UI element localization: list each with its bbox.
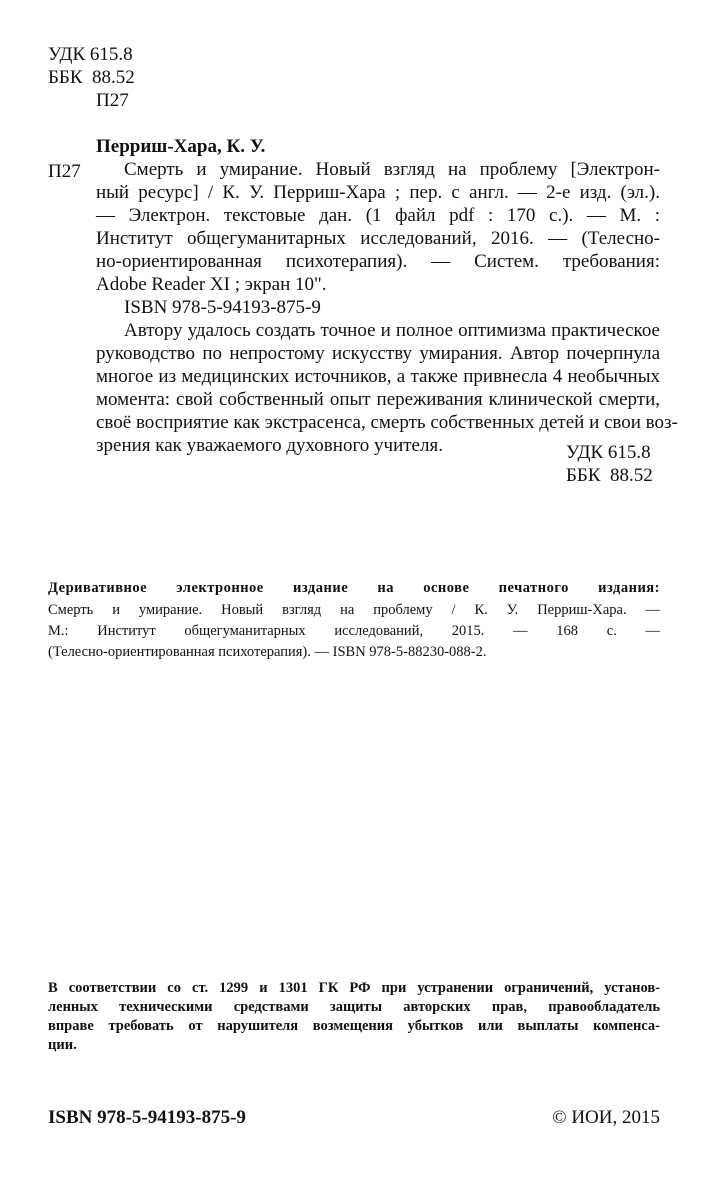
- annotation-line: многое из медицинских источников, а также привнесла 4 необычных: [96, 366, 660, 387]
- record-author: Перриш-Хара, К. У.: [96, 136, 266, 157]
- copyright-notice-line: ции.: [48, 1037, 77, 1053]
- record-line: ный ресурс] / К. У. Перриш-Хара ; пер. с англ. — 2-е изд. (эл.).: [96, 182, 660, 203]
- derivative-heading: Деривативное электронное издание на основе печатного издания:: [48, 580, 660, 596]
- annotation-line: момента: свой собственный опыт переживания клинической смерти,: [96, 389, 660, 410]
- annotation-line: руководство по непростому искусству умирания. Автор почерпнула: [96, 343, 660, 364]
- top-author-mark: П27: [96, 90, 129, 111]
- record-line: но-ориентированная психотерапия). — Систем. требования:: [96, 251, 660, 272]
- derivative-line: Смерть и умирание. Новый взгляд на проблему / К. У. Перриш-Хара. —: [48, 602, 660, 618]
- derivative-line: М.: Институт общегуманитарных исследований, 2015. — 168 с. —: [48, 623, 660, 639]
- top-bbk-code: ББК 88.52: [48, 67, 135, 88]
- top-udk-code: УДК 615.8: [48, 44, 133, 65]
- record-line: Смерть и умирание. Новый взгляд на проблему [Электрон-: [124, 159, 660, 180]
- footer-copyright: © ИОИ, 2015: [552, 1107, 660, 1128]
- record-author-mark: П27: [48, 161, 81, 182]
- annotation-line: Автору удалось создать точное и полное оптимизма практическое: [124, 320, 660, 341]
- copyright-notice-line: ленных техническими средствами защиты авторских прав, правообладатель: [48, 999, 660, 1015]
- derivative-line: (Телесно-ориентированная психотерапия). — ISBN 978-5-88230-088-2.: [48, 644, 487, 660]
- footer-isbn: ISBN 978-5-94193-875-9: [48, 1107, 246, 1128]
- annotation-line: своё восприятие как экстрасенса, смерть собственных детей и свои воз-: [96, 412, 678, 433]
- annotation-line: зрения как уважаемого духовного учителя.: [96, 435, 443, 456]
- bottom-udk-code: УДК 615.8: [566, 442, 651, 463]
- record-line: Adobe Reader XI ; экран 10".: [96, 274, 327, 295]
- copyright-notice-line: В соответствии со ст. 1299 и 1301 ГК РФ при устранении ограничений, установ-: [48, 980, 660, 996]
- bottom-bbk-code: ББК 88.52: [566, 465, 653, 486]
- copyright-notice-line: вправе требовать от нарушителя возмещения убытков или выплаты компенса-: [48, 1018, 660, 1034]
- record-isbn: ISBN 978-5-94193-875-9: [124, 297, 321, 318]
- record-line: Институт общегуманитарных исследований, 2016. — (Телесно-: [96, 228, 660, 249]
- record-line: — Электрон. текстовые дан. (1 файл pdf : 170 с.). — М. :: [96, 205, 660, 226]
